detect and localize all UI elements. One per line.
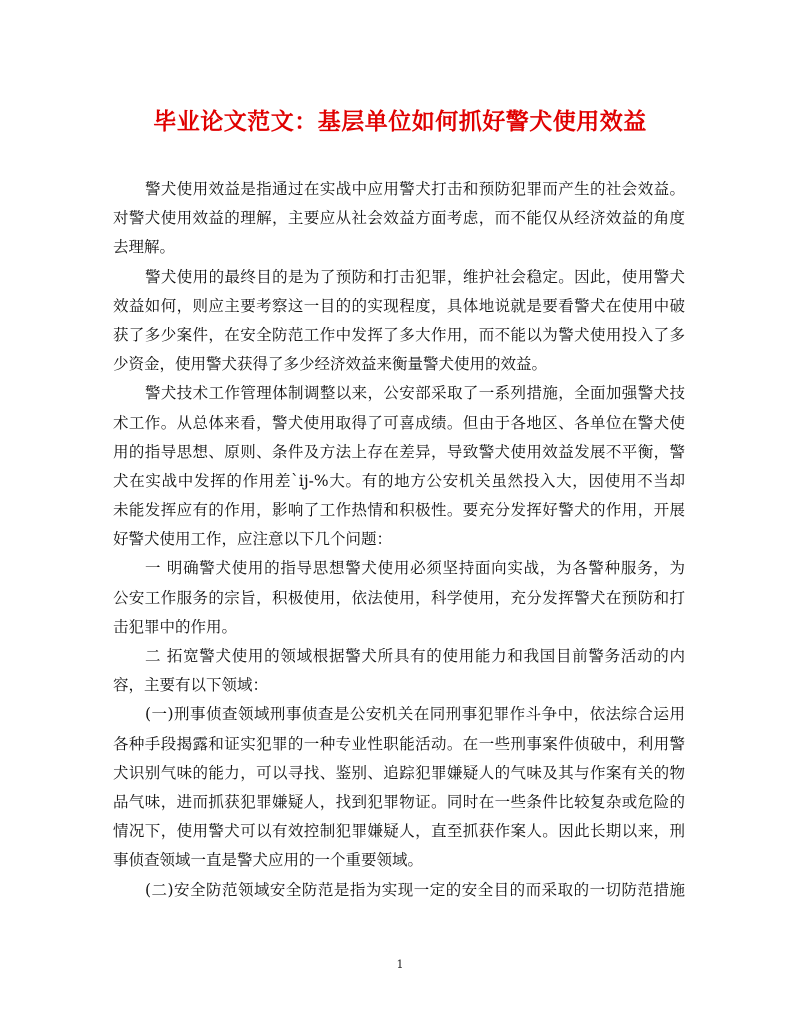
text-line: 二 拓宽警犬使用的领域根据警犬所具有的使用能力和我国目前警务活动的内 [145,647,685,665]
text-line: 情况下，使用警犬可以有效控制犯罪嫌疑人，直至抓获作案人。因此长期以来，刑 [113,822,685,841]
paragraph [113,554,685,642]
text-line: 犬在实战中发挥的作用差`ij-%大。有的地方公安机关虽然投入大，因使用不当却 [113,471,685,490]
text-line: 获了多少案件，在安全防范工作中发挥了多大作用，而不能以为警犬使用投入了多 [113,325,685,344]
paragraph [113,642,685,700]
page-number: 1 [396,958,404,971]
text-line: (一)刑事侦查领域刑事侦查是公安机关在同刑事犯罪作斗争中，依法综合运用 [145,705,685,724]
text-line: 警犬使用效益是指通过在实战中应用警犬打击和预防犯罪而产生的社会效益。 [145,180,685,198]
text-line: 效益如何，则应主要考察这一目的的实现程度，具体地说就是要看警犬在使用中破 [113,296,685,315]
paragraph [113,263,685,380]
text-line: 犬识别气味的能力，可以寻找、鉴别、追踪犯罪嫌疑人的气味及其与作案有关的物 [113,763,685,782]
text-line: 好警犬使用工作，应注意以下几个问题： [113,530,393,549]
text-line: 去理解。 [113,238,176,257]
text-line: 未能发挥应有的作用，影响了工作热情和积极性。要充分发挥好警犬的作用，开展 [113,501,685,520]
document-body [113,175,685,905]
text-line: 事侦查领域一直是警犬应用的一个重要领域。 [113,851,424,870]
text-line: 一 明确警犬使用的指导思想警犬使用必须坚持面向实战，为各警种服务，为 [145,559,685,578]
text-line: 警犬技术工作管理体制调整以来，公安部采取了一系列措施，全面加强警犬技 [145,384,685,403]
text-line: 用的指导思想、原则、条件及方法上存在差异，导致警犬使用效益发展不平衡，警 [113,442,685,461]
text-line: 品气味，进而抓获犯罪嫌疑人，找到犯罪物证。同时在一些条件比较复杂或危险的 [113,792,685,811]
text-line: 对警犬使用效益的理解，主要应从社会效益方面考虑，而不能仅从经济效益的角度 [113,209,685,228]
paragraph [113,876,685,905]
paragraph [113,175,685,263]
text-line: 容，主要有以下领域： [113,676,269,695]
text-line: (二)安全防范领域安全防范是指为实现一定的安全目的而采取的一切防范措施 [145,880,685,899]
text-line: 警犬使用的最终目的是为了预防和打击犯罪，维护社会稳定。因此，使用警犬 [145,267,685,286]
text-line: 各种手段揭露和证实犯罪的一种专业性职能活动。在一些刑事案件侦破中，利用警 [113,734,685,753]
text-line: 术工作。从总体来看，警犬使用取得了可喜成绩。但由于各地区、各单位在警犬使 [113,413,685,432]
text-line: 击犯罪中的作用。 [113,617,238,636]
document-title: 毕业论文范文：基层单位如何抓好警犬使用效益 [153,108,647,135]
text-line: 少资金，使用警犬获得了多少经济效益来衡量警犬使用的效益。 [113,355,548,374]
text-line: 公安工作服务的宗旨，积极使用，依法使用，科学使用，充分发挥警犬在预防和打 [113,588,685,607]
paragraph [113,700,685,875]
paragraph [113,379,685,554]
